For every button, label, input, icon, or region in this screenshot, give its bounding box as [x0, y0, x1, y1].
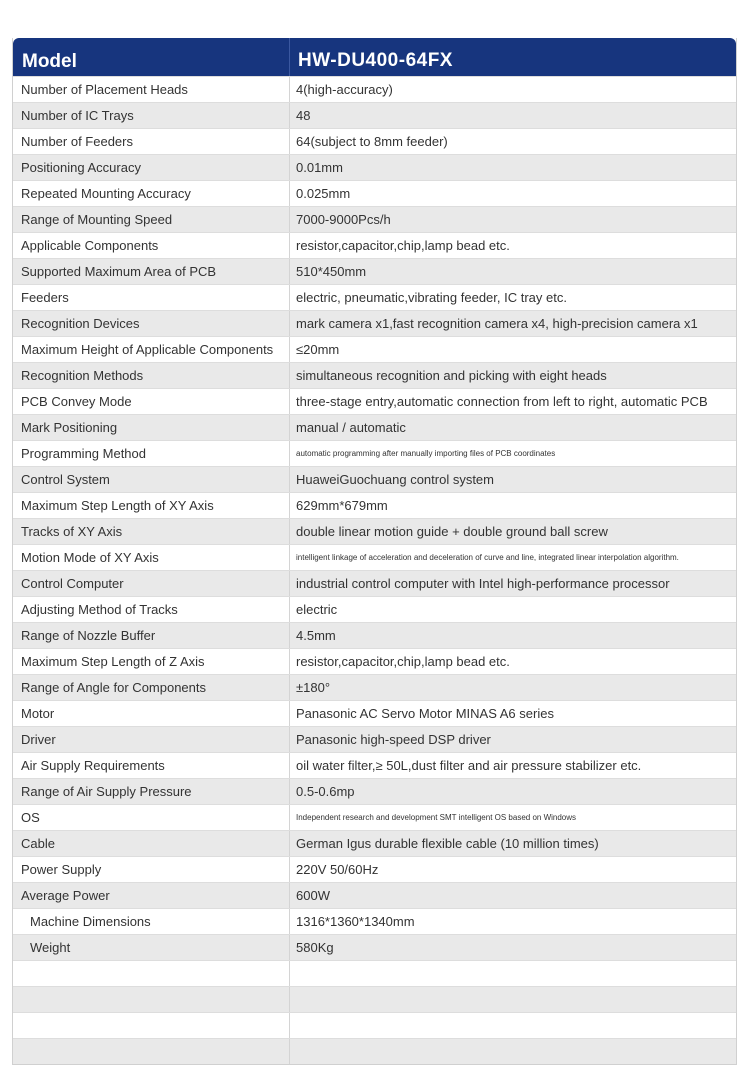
- spec-value: [290, 1013, 736, 1038]
- table-row: [13, 414, 736, 440]
- table-row: [13, 986, 736, 1012]
- table-row: [13, 778, 736, 804]
- spec-value: electric, pneumatic,vibrating feeder, IC tray etc.: [296, 290, 567, 305]
- spec-value: industrial control computer with Intel high-performance processor: [296, 576, 670, 591]
- spec-value: 4(high-accuracy): [296, 82, 393, 97]
- table-row: [13, 908, 736, 934]
- spec-label: Maximum Height of Applicable Components: [13, 337, 290, 362]
- table-row: [13, 388, 736, 414]
- spec-value: simultaneous recognition and picking with eight heads: [296, 368, 607, 383]
- spec-label: Range of Mounting Speed: [13, 207, 290, 232]
- table-row: [13, 960, 736, 986]
- spec-label: [13, 987, 290, 1012]
- spec-value: 600W: [296, 888, 330, 903]
- spec-value: 4.5mm: [296, 628, 336, 643]
- spec-value: 580Kg: [296, 940, 334, 955]
- model-number: HW-DU400-64FX: [298, 50, 453, 71]
- spec-value: three-stage entry,automatic connection from left to right, automatic PCB: [296, 394, 708, 409]
- spec-value: automatic programming after manually importing files of PCB coordinates: [296, 449, 556, 458]
- spec-label: OS: [13, 805, 290, 830]
- spec-label: Recognition Devices: [13, 311, 290, 336]
- header-label: Model: [13, 38, 290, 76]
- table-row: [13, 492, 736, 518]
- table-row: [13, 336, 736, 362]
- spec-value: manual / automatic: [296, 420, 406, 435]
- spec-value: [290, 987, 736, 1012]
- spec-value: 0.025mm: [296, 186, 351, 201]
- spec-label: Programming Method: [13, 441, 290, 466]
- spec-value: Independent research and development SMT intelligent OS based on Windows: [296, 813, 577, 822]
- spec-label: Maximum Step Length of Z Axis: [13, 649, 290, 674]
- spec-label: Maximum Step Length of XY Axis: [13, 493, 290, 518]
- spec-label: Range of Angle for Components: [13, 675, 290, 700]
- spec-value: 64(subject to 8mm feeder): [296, 134, 448, 149]
- spec-value: electric: [296, 602, 338, 617]
- spec-value: 0.01mm: [296, 160, 343, 175]
- spec-value: HuaweiGuochuang control system: [296, 472, 494, 487]
- spec-value: 0.5-0.6mp: [296, 784, 355, 799]
- spec-label: Motor: [13, 701, 290, 726]
- spec-label: [13, 1013, 290, 1038]
- spec-label: Number of IC Trays: [13, 103, 290, 128]
- spec-value: mark camera x1,fast recognition camera x4, high-precision camera x1: [296, 316, 698, 331]
- table-body: [13, 76, 736, 1064]
- spec-value: Panasonic AC Servo Motor MINAS A6 series: [296, 706, 554, 721]
- table-row: [13, 700, 736, 726]
- spec-label: Mark Positioning: [13, 415, 290, 440]
- spec-value: 510*450mm: [296, 264, 367, 279]
- spec-value: 48: [296, 108, 311, 123]
- spec-label: Cable: [13, 831, 290, 856]
- spec-label: [13, 1039, 290, 1064]
- table-row: [13, 128, 736, 154]
- spec-label: Weight: [13, 935, 290, 960]
- table-row: [13, 622, 736, 648]
- spec-label: Range of Nozzle Buffer: [13, 623, 290, 648]
- table-row: [13, 648, 736, 674]
- table-row: [13, 934, 736, 960]
- spec-value: double linear motion guide + double ground ball screw: [296, 524, 608, 539]
- spec-label: Machine Dimensions: [13, 909, 290, 934]
- table-row: [13, 804, 736, 830]
- spec-value: [290, 961, 736, 986]
- spec-label: Air Supply Requirements: [13, 753, 290, 778]
- spec-value: German Igus durable flexible cable (10 million times): [296, 836, 599, 851]
- table-row: [13, 206, 736, 232]
- table-row: [13, 752, 736, 778]
- spec-label: [13, 961, 290, 986]
- table-row: [13, 440, 736, 466]
- spec-value: oil water filter,≥ 50L,dust filter and air pressure stabilizer etc.: [296, 758, 642, 773]
- spec-label: PCB Convey Mode: [13, 389, 290, 414]
- spec-label: Range of Air Supply Pressure: [13, 779, 290, 804]
- spec-value: 629mm*679mm: [296, 498, 388, 513]
- table-row: [13, 830, 736, 856]
- spec-label: Positioning Accuracy: [13, 155, 290, 180]
- spec-label: Control System: [13, 467, 290, 492]
- table-row: [13, 154, 736, 180]
- table-row: [13, 310, 736, 336]
- spec-label: Recognition Methods: [13, 363, 290, 388]
- table-row: [13, 544, 736, 570]
- spec-table: [12, 38, 737, 1065]
- spec-value: resistor,capacitor,chip,lamp bead etc.: [296, 654, 510, 669]
- spec-label: Number of Placement Heads: [13, 77, 290, 102]
- table-row: [13, 1038, 736, 1064]
- spec-label: Repeated Mounting Accuracy: [13, 181, 290, 206]
- table-row: [13, 518, 736, 544]
- spec-value: 7000-9000Pcs/h: [296, 212, 391, 227]
- spec-label: Tracks of XY Axis: [13, 519, 290, 544]
- table-row: [13, 726, 736, 752]
- spec-value: 1316*1360*1340mm: [296, 914, 415, 929]
- table-row: [13, 596, 736, 622]
- table-row: [13, 76, 736, 102]
- table-row: [13, 362, 736, 388]
- spec-label: Adjusting Method of Tracks: [13, 597, 290, 622]
- spec-label: Feeders: [13, 285, 290, 310]
- spec-value: [290, 1039, 736, 1064]
- table-row: [13, 258, 736, 284]
- spec-label: Average Power: [13, 883, 290, 908]
- spec-label: Power Supply: [13, 857, 290, 882]
- table-row: [13, 674, 736, 700]
- spec-value: ±180°: [296, 680, 331, 695]
- table-row: [13, 180, 736, 206]
- spec-value: intelligent linkage of acceleration and deceleration of curve and line, integrated linear interpolation algorithm.: [296, 553, 679, 562]
- table-row: [13, 102, 736, 128]
- spec-value: 220V 50/60Hz: [296, 862, 379, 877]
- spec-label: Applicable Components: [13, 233, 290, 258]
- table-row: [13, 284, 736, 310]
- table-header: [13, 38, 736, 76]
- table-row: [13, 466, 736, 492]
- spec-label: Driver: [13, 727, 290, 752]
- spec-label: Number of Feeders: [13, 129, 290, 154]
- spec-value: ≤20mm: [296, 342, 340, 357]
- table-row: [13, 882, 736, 908]
- spec-label: Supported Maximum Area of PCB: [13, 259, 290, 284]
- table-row: [13, 1012, 736, 1038]
- table-row: [13, 856, 736, 882]
- spec-label: Motion Mode of XY Axis: [13, 545, 290, 570]
- spec-value: Panasonic high-speed DSP driver: [296, 732, 491, 747]
- spec-value: resistor,capacitor,chip,lamp bead etc.: [296, 238, 510, 253]
- table-row: [13, 570, 736, 596]
- table-row: [13, 232, 736, 258]
- spec-label: Control Computer: [13, 571, 290, 596]
